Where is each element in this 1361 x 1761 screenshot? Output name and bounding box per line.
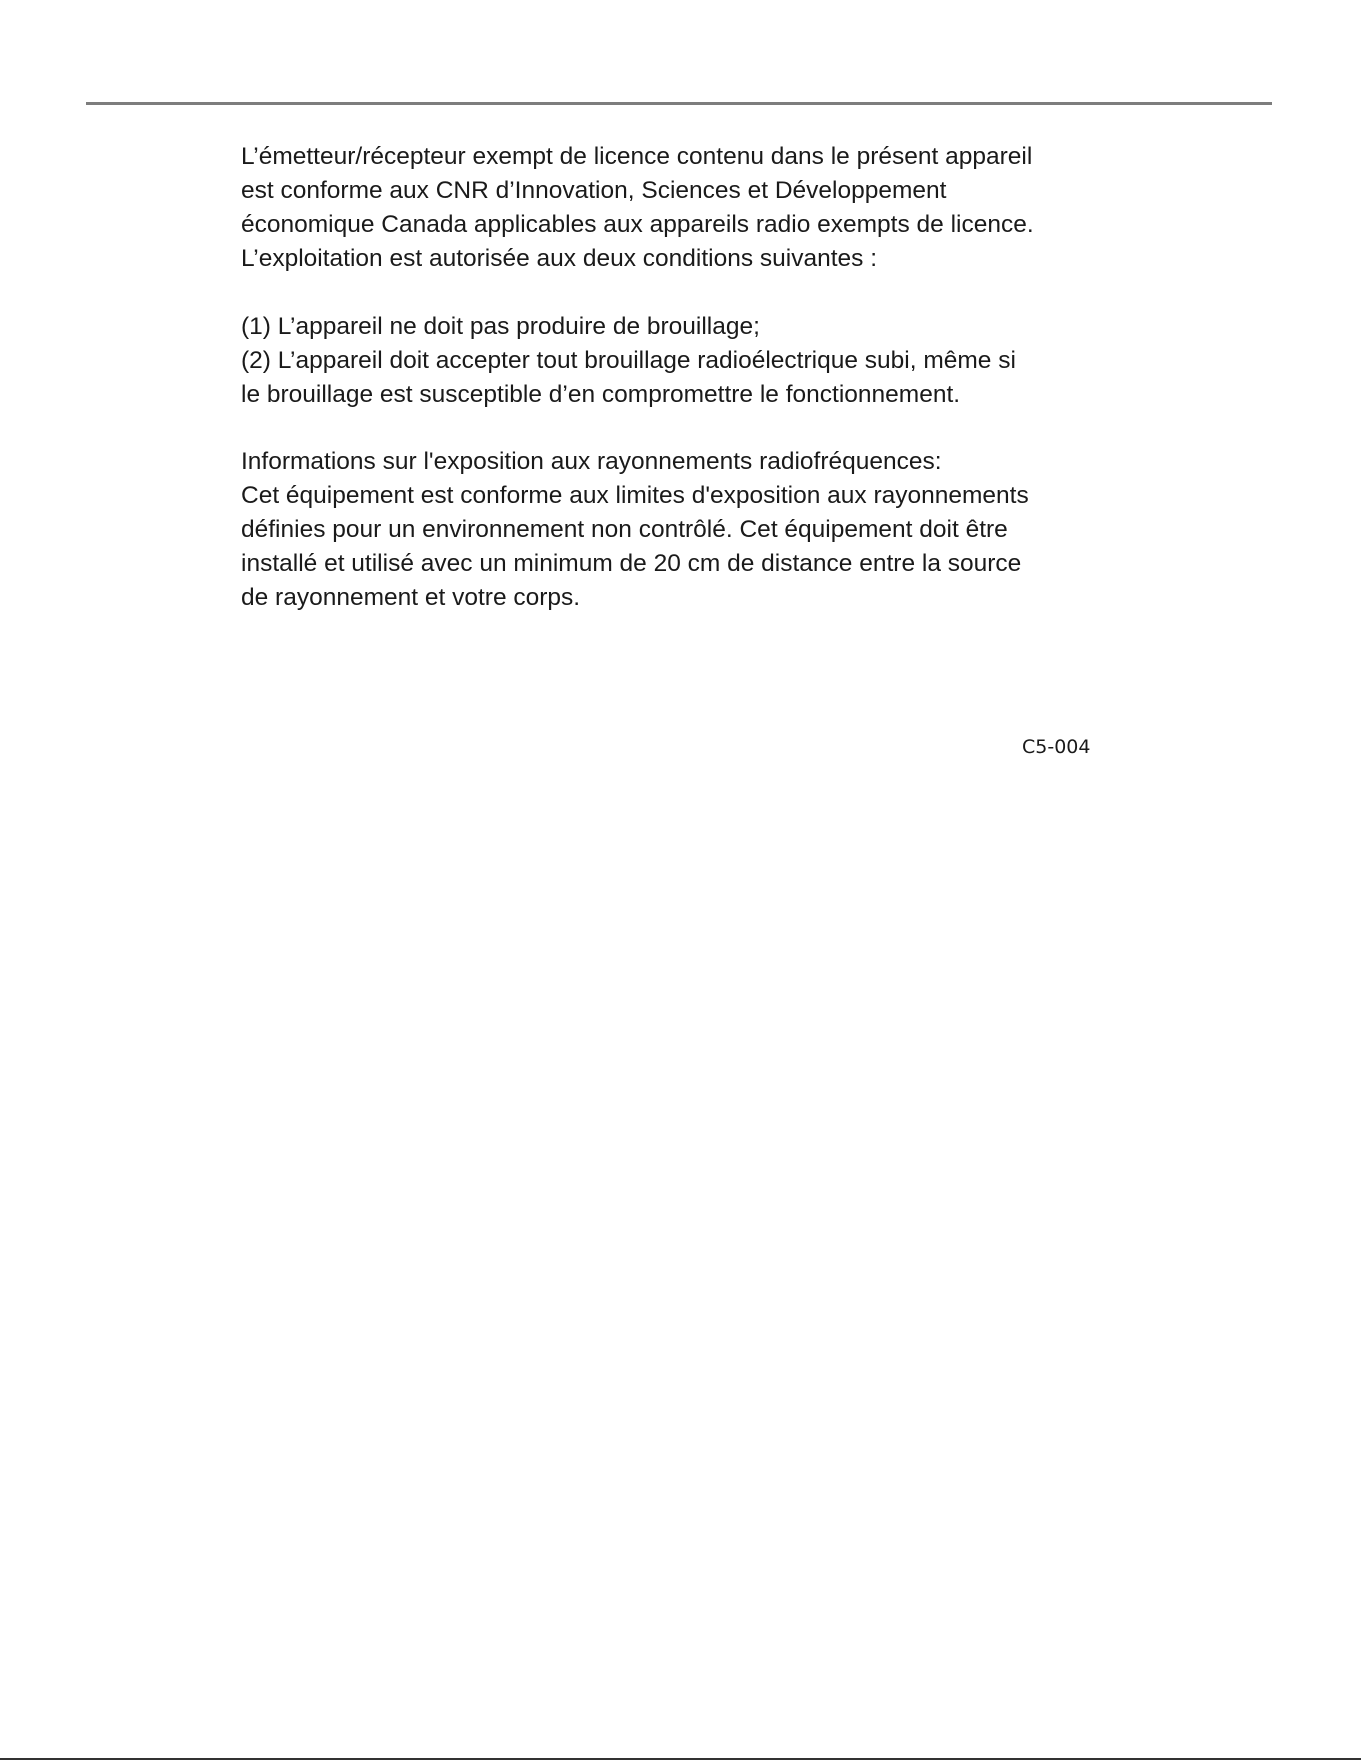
paragraph-conditions: [241, 310, 1131, 412]
paragraph-rf-exposure: [241, 445, 1131, 615]
text-line: (1) L’appareil ne doit pas produire de brouillage;: [241, 313, 760, 340]
text-line: économique Canada applicables aux appareils radio exempts de licence.: [241, 211, 1034, 238]
top-divider: [86, 102, 1272, 105]
text-line: le brouillage est susceptible d’en compromettre le fonctionnement.: [241, 381, 961, 408]
text-line: définies pour un environnement non contrôlé. Cet équipement doit être: [241, 516, 1008, 543]
paragraph-license-exempt: [241, 140, 1131, 276]
text-line: (2) L’appareil doit accepter tout brouillage radioélectrique subi, même si: [241, 347, 1016, 374]
bottom-edge-line: [0, 1758, 1361, 1760]
text-line: Informations sur l'exposition aux rayonnements radiofréquences:: [241, 448, 942, 475]
text-line: installé et utilisé avec un minimum de 20 cm de distance entre la source: [241, 550, 1022, 577]
text-line: Cet équipement est conforme aux limites d'exposition aux rayonnements: [241, 482, 1029, 509]
text-line: est conforme aux CNR d’Innovation, Sciences et Développement: [241, 177, 947, 204]
text-line: L’émetteur/récepteur exempt de licence contenu dans le présent appareil: [241, 143, 1033, 170]
document-code: C5-004: [1022, 736, 1091, 758]
text-line: L’exploitation est autorisée aux deux conditions suivantes :: [241, 245, 878, 272]
text-line: de rayonnement et votre corps.: [241, 584, 581, 611]
